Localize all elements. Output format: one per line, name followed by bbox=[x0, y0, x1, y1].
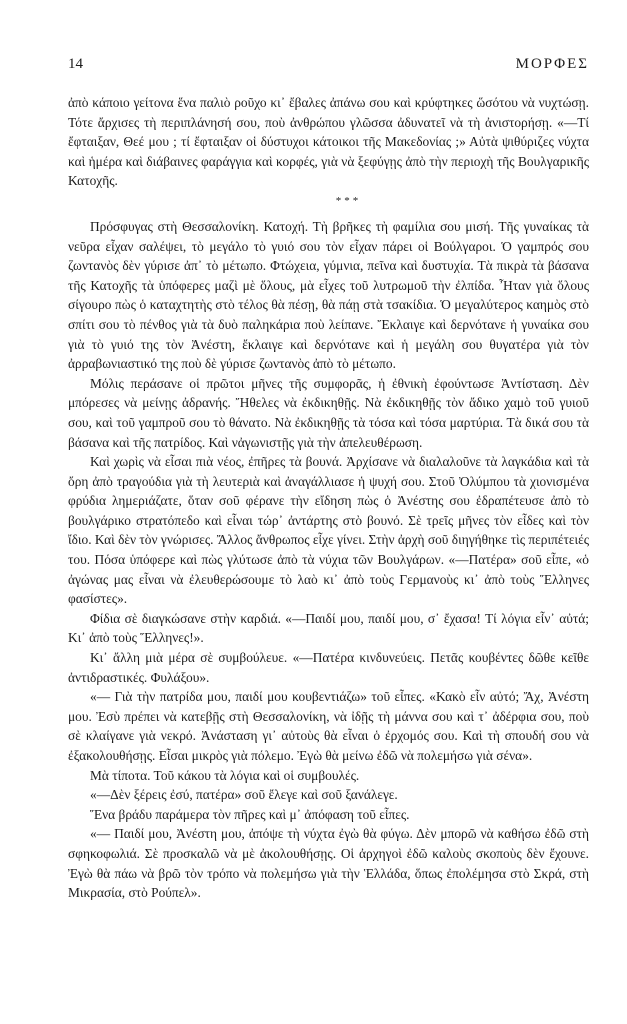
page-number: 14 bbox=[68, 56, 83, 72]
paragraph-9: «—Δὲν ξέρεις ἐσύ, πατέρα» σοῦ ἔλεγε καὶ σοῦ ξανάλεγε. bbox=[90, 787, 398, 803]
paragraph-11: «— Παιδί μου, Ἀνέστη μου, ἀπόψε τὴ νύχτα ἐγὼ θὰ φύγω. Δὲν μπορῶ νὰ καθήσω ἐδῶ στὴ σφηκοφωλιά. Σὲ προσκαλῶ νὰ μὲ ἀκολουθήσῃς. Οἱ ἀρχηγοὶ ἐδῶ καλοὺς σκοποὺς δὲν ἔχουνε. Ἐγὼ θὰ πάω νὰ βρῶ τὸν τρόπο νὰ πολεμήσω γιὰ τὴν Ἑλλάδα, ὅπως ἐπολέμησα στὸ Σκρά, στὴ Μικρασία, στὸ Ρούπελ». bbox=[68, 826, 589, 901]
paragraph-3: Μόλις περάσανε οἱ πρῶτοι μῆνες τῆς συμφορᾶς, ἡ ἐθνικὴ ἐφούντωσε Ἀντίσταση. Δὲν μπόρεσες νὰ μείνῃς ἀδρανής. Ἤθελες νὰ ἐκδικηθῇς. Νὰ ἐκδικηθῇς τὸν ἄδικο χαμὸ τοῦ γυιοῦ σου, καὶ τοῦ γαμπροῦ σου τὸ θάνατο. Νὰ ἐκδικηθῇς τὰ τόσα καὶ τόσα μαρτύρια. Τὰ δικά σου τὰ βάσανα καὶ τῆς πατρίδος. Καὶ νἀγωνιστῇς γιὰ τὴν ἀπελευθέρωση. bbox=[68, 375, 589, 450]
paragraph-6: Κι᾽ ἄλλη μιὰ μέρα σὲ συμβούλευε. «—Πατέρα κινδυνεύεις. Πετᾶς κουβέντες δῶθε κεῖθε ἀντιδραστικές. Φυλάξου». bbox=[68, 650, 589, 685]
paragraph-4: Καὶ χωρὶς νὰ εἶσαι πιὰ νέος, ἐπῆρες τὰ βουνά. Ἀρχίσανε νὰ διαλαλοῦνε τὰ λαγκάδια καὶ τὰ ὄρη ἀπὸ τραγούδια γιὰ τὴ λευτεριὰ καὶ ἀναγάλλιασε ἡ ψυχή σου. Στοῦ Ὀλύμπου τὰ χιονισμένα φρύδια λημεριάζατε, ὅταν σοῦ φέρανε τὴν εἴδηση πὼς ὁ Ἀνέστης σου ἐδραπέτευσε ἀπὸ τὸ βουλγάρικο στρατόπεδο καὶ εἶναι τώρ᾽ ἀντάρτης στὸ βουνό. Σὲ τρεῖς μῆνες τὸν εἶδες καὶ τὸν ἴδιο. Καὶ δὲν τὸν γνώρισες. Ἄλλος ἄνθρωπος εἶχε γίνει. Στὴν ἀρχὴ σοῦ διηγήθηκε τὶς περιπέτειές του. Πόσα ὑπόφερε καὶ πὼς γλύτωσε ἀπὸ τὰ νύχια τῶν Βουλγάρων. «—Πατέρα» σοῦ εἶπε, «ὁ ἀγώνας μας εἶναι νὰ ἐλευθερώσουμε τὸ λαὸ κι᾽ ἀπὸ τοὺς Γερμανοὺς κι᾽ ἀπὸ τοὺς Ἕλληνες φασίστες». bbox=[68, 454, 589, 607]
paragraph-7: «— Γιὰ τὴν πατρίδα μου, παιδί μου κουβεντιάζω» τοῦ εἶπες. «Κακὸ εἶν αὐτό; Ἄχ, Ἀνέστη μου. Ἐσὺ πρέπει νὰ κατεβῇς στὴ Θεσσαλονίκη, νὰ ἰδῇς τὴ μάννα σου καὶ τ᾽ ἀδέρφια σου, ποὺ σὲ κλαίγανε γιὰ νεκρό. Ἀνάσταση γι᾽ αὐτοὺς θὰ εἶναι ὁ ἐρχομός σου. Καὶ τὴ σπουδή σου νὰ ἐξακολουθήσῃς. Εἶσαι μικρὸς γιὰ πόλεμο. Ἐγὼ θὰ μείνω ἐδῶ νὰ πολεμήσω γιὰ σένα». bbox=[68, 689, 589, 763]
paragraph-10: Ἕνα βράδυ παράμερα τὸν πῆρες καὶ μ᾽ ἀπόφαση τοῦ εἶπες. bbox=[90, 806, 410, 822]
page-body bbox=[68, 93, 589, 903]
page-header bbox=[68, 56, 589, 73]
section-separator: *** bbox=[335, 194, 362, 207]
paragraph-2: Πρόσφυγας στὴ Θεσσαλονίκη. Κατοχή. Τὴ βρῆκες τὴ φαμίλια σου μισή. Τῆς γυναίκας τὰ νεῦρα εἶχαν σαλέψει, τὸ μεγάλο τὸ γυιό σου τὸν εἶχαν πάρει οἱ Βούλγαροι. Ὁ γαμπρός σου ζωντανὸς δὲν γύρισε ἀπ᾽ τὸ μέτωπο. Φτώχεια, γύμνια, πεῖνα καὶ δυστυχία. Τὰ πικρὰ τὰ βάσανα τῆς Κατοχῆς τὰ ὑπόφερες μαζὶ μὲ ὅλους, μὰ εἶχες τοῦ λυτρωμοῦ τὴν ἐλπίδα. Ἦταν γιὰ ὅλους σίγουρο πὼς ὁ καταχτητὴς στὸ τέλος θὰ πέσῃ, θὰ πάῃ στὰ τσακίδια. Ὁ μεγαλύτερος καημὸς στὸ σπίτι σου τὸ πένθος γιὰ τὰ δυὸ παληκάρια ποὺ λείπανε. Ἔκλαιγε καὶ δερνότανε ἡ γυναίκα σου γιὰ τὸ γυιό της τὸν Ἀνέστη, ἔκλαιγε καὶ δερνότανε καὶ ἡ μεγάλη σου θυγατέρα γιὰ τὸν ἀρραβωνιαστικό της ποὺ δὲ γύρισε ζωντανὸς ἀπὸ τὸ μέτωπο. bbox=[68, 218, 589, 372]
running-title: ΜΟΡΦΕΣ bbox=[515, 56, 589, 72]
paragraph-8: Μὰ τίποτα. Τοῦ κάκου τὰ λόγια καὶ οἱ συμβουλές. bbox=[90, 767, 360, 783]
paragraph-1: ἀπὸ κάποιο γείτονα ἕνα παλιὸ ροῦχο κι᾽ ἔβαλες ἀπάνω σου καὶ κρύφτηκες ὥσότου νὰ νυχτώσῃ. Τότε ἄρχισες τὴ περιπλάνησή σου, ποὺ ἀνθρώπου γλῶσσα ἀδυνατεῖ νὰ τὴ ἀνιστορήσῃ. «—Τί ἔφταιξαν, Θεέ μου ; τί ἔφταιξαν οἱ δύστυχοι κάτοικοι τῆς Μακεδονίας ;» Αὐτὰ ψιθύριζες νύχτα καὶ ἡμέρα καὶ διάβαινες φαράγγια καὶ κορφές, γιὰ νὰ ξεφύγῃς ἀπὸ τὴν περιοχὴ τῆς Βουλγαρικῆς Κατοχῆς. bbox=[68, 95, 589, 189]
paragraph-5: Φίδια σὲ διαγκώσανε στὴν καρδιά. «—Παιδί μου, παιδί μου, σ᾽ ἔχασα! Τί λόγια εἶν᾽ αὐτά; Κι᾽ ἀπὸ τοὺς Ἕλληνες!». bbox=[68, 610, 589, 646]
